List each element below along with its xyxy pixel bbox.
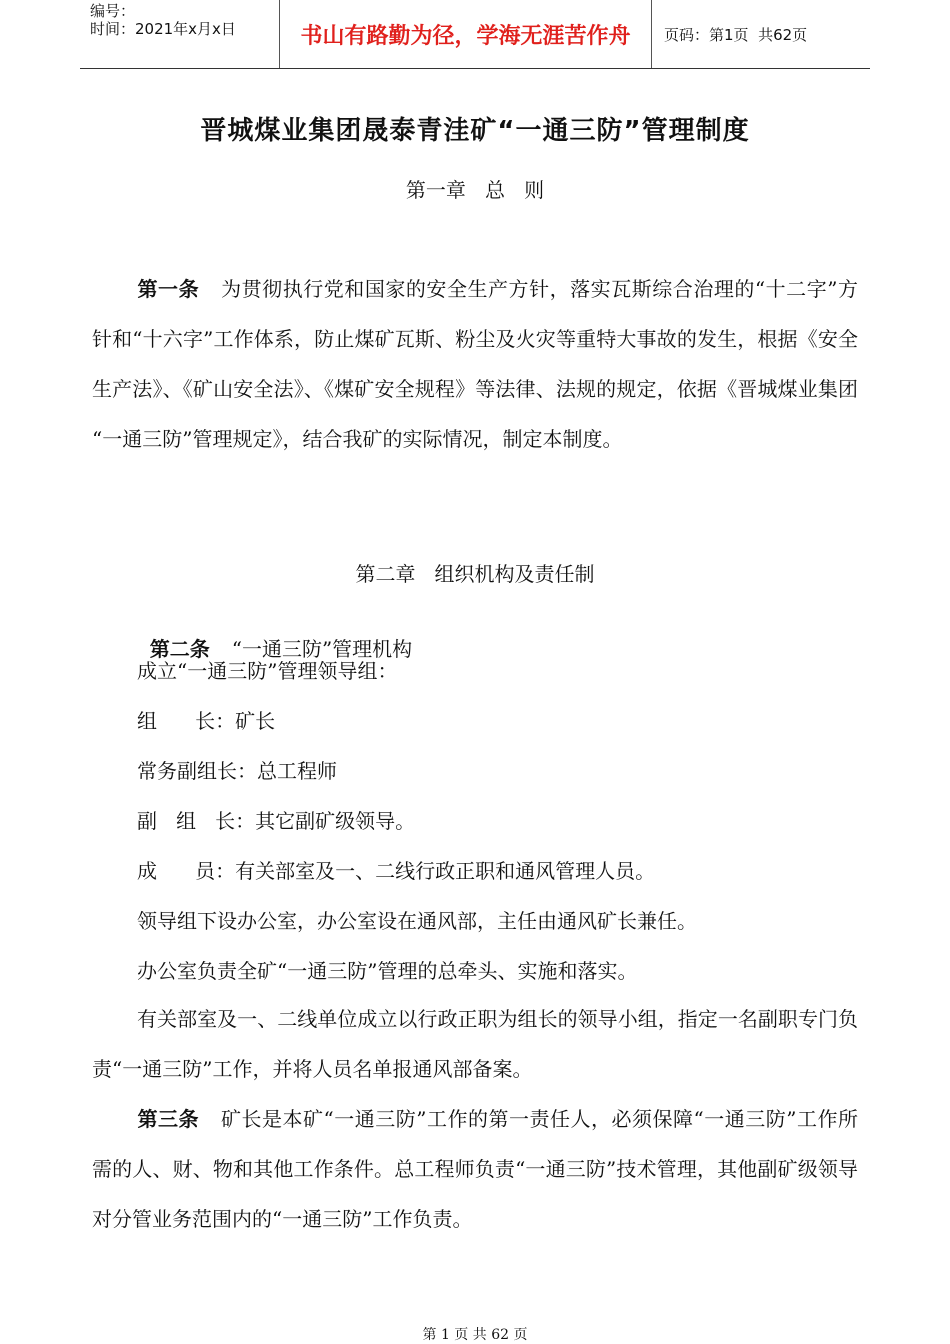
article-1 — [92, 264, 858, 464]
header-number: 编号： — [90, 2, 136, 20]
list-item: 领导组下设办公室，办公室设在通风部，主任由通风矿长兼任。 — [137, 909, 697, 933]
article-3-label: 第三条 — [137, 1107, 200, 1131]
article-2 — [137, 607, 412, 663]
page-footer: 第 1 页 共 62 页 — [422, 1327, 528, 1343]
article-1-label: 第一条 — [137, 277, 200, 301]
list-item: 常务副组长：总工程师 — [137, 759, 337, 783]
list-item: 成立“一通三防”管理领导组： — [137, 659, 398, 683]
units-paragraph-text: 有关部室及一、二线单位成立以行政正职为组长的领导小组，指定一名副职专门负责“一通三防”工作，并将人员名单报通风部备案。 — [92, 1007, 858, 1081]
article-3-text: 矿长是本矿“一通三防”工作的第一责任人，必须保障“一通三防”工作所需的人、财、物和其他工作条件。总工程师负责“一通三防”技术管理，其他副矿级领导对分管业务范围内的“一通三防”工作负责。 — [92, 1107, 858, 1231]
article-2-label: 第二条 — [149, 637, 210, 661]
article-2-text: “一通三防”管理机构 — [231, 637, 413, 661]
header-page-cell — [652, 0, 870, 68]
article-1-text: 为贯彻执行党和国家的安全生产方针，落实瓦斯综合治理的“十二字”方针和“十六字”工作体系，防止煤矿瓦斯、粉尘及火灾等重特大事故的发生，根据《安全生产法》、《矿山安全法》、《煤矿安全规程》等法律、法规的规定，依据《晋城煤业集团 “一通三防”管理规定》，结合我矿的实际情况，制定本制度。 — [92, 277, 859, 451]
document-title: 晋城煤业集团晟泰青洼矿“一通三防”管理制度 — [200, 116, 750, 146]
header-page-label: 页码：第1页 共62页 — [664, 25, 808, 44]
header-time: 时间：2021年x月x日 — [90, 20, 236, 38]
list-item: 办公室负责全矿“一通三防”管理的总牵头、实施和落实。 — [137, 959, 638, 983]
chapter-2-heading: 第二章 组织机构及责任制 — [355, 562, 595, 586]
list-item: 成 员：有关部室及一、二线行政正职和通风管理人员。 — [137, 859, 656, 883]
article-3 — [92, 1094, 858, 1244]
document-header — [80, 0, 870, 69]
header-motto: 书山有路勤为径，学海无涯苦作舟 — [280, 0, 652, 68]
header-meta — [80, 0, 280, 68]
list-item: 组 长：矿长 — [137, 709, 276, 733]
units-paragraph — [92, 994, 858, 1094]
list-item: 副 组 长：其它副矿级领导。 — [137, 809, 416, 833]
chapter-1-heading: 第一章 总 则 — [405, 178, 545, 202]
